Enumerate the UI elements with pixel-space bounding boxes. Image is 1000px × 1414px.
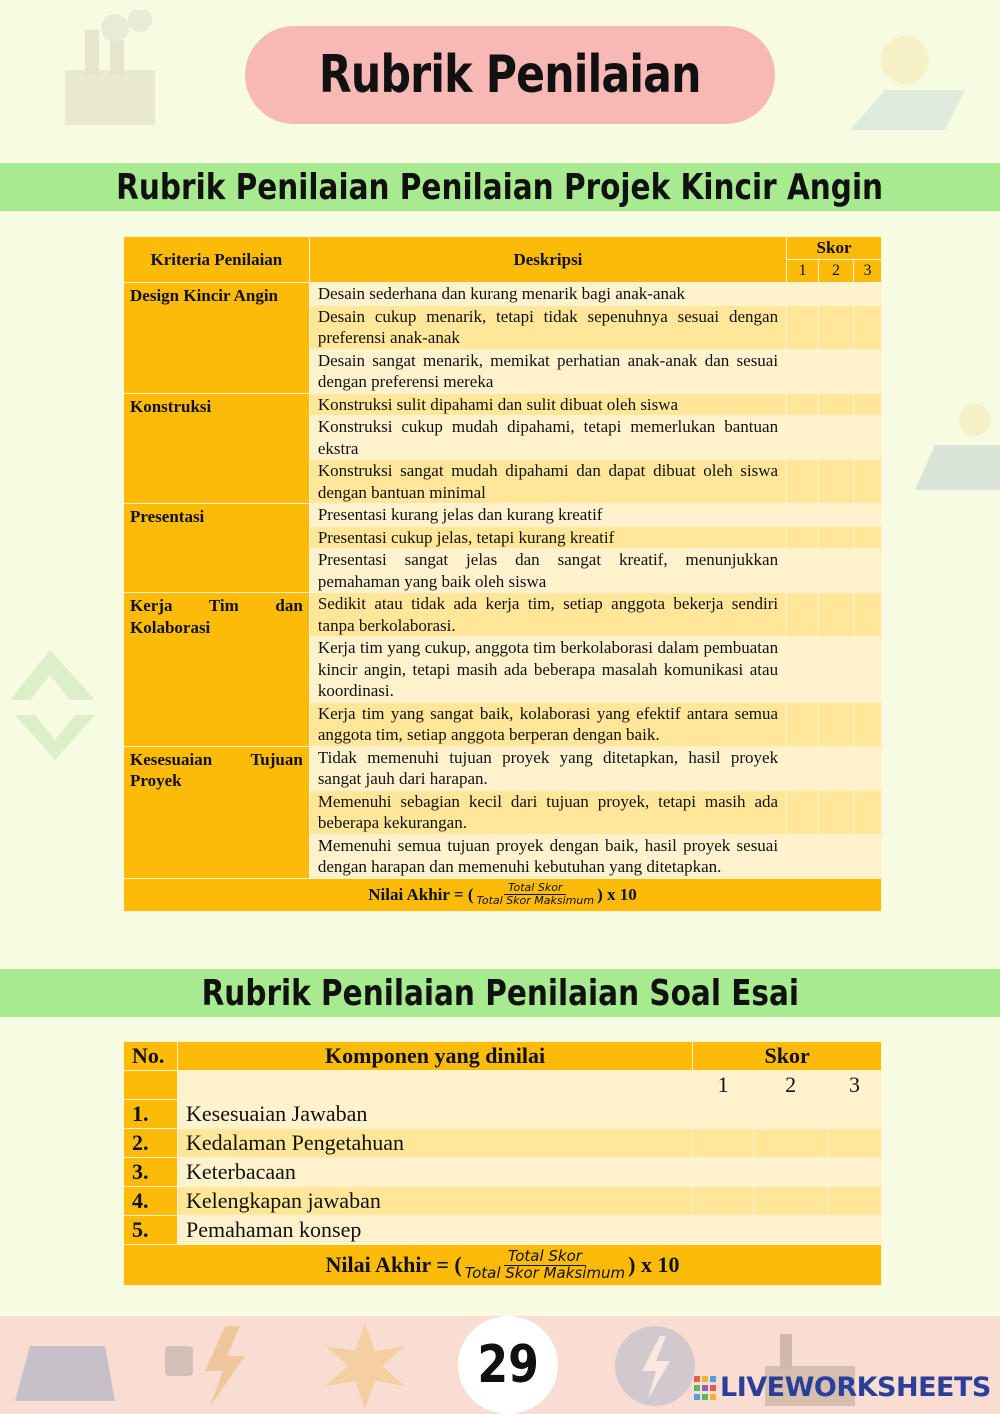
description-cell: Kerja tim yang sangat baik, kolaborasi yang efektif antara semua anggota tim, setiap anggota berperan dengan baik. [309,702,786,746]
score-cell[interactable] [828,1100,882,1129]
description-cell: Presentasi kurang jelas dan kurang kreatif [309,504,786,527]
formula-label: Nilai Akhir = ( [325,1252,462,1277]
score-cell[interactable] [787,393,819,416]
row-number: 5. [124,1216,178,1245]
description-cell: Konstruksi cukup mudah dipahami, tetapi memerlukan bantuan ekstra [309,416,786,460]
score-cell[interactable] [693,1216,754,1245]
score-cell[interactable] [819,549,854,593]
section1-title: Rubrik Penilaian Penilaian Projek Kincir Angin [116,166,884,208]
table-row [124,1158,882,1187]
formula-fraction [477,882,595,906]
header-kriteria: Kriteria Penilaian [124,237,310,283]
plug-lightning-icon [155,1321,265,1411]
score-cell[interactable] [693,1100,754,1129]
rubric-table-kincir-angin [123,236,882,912]
description-cell: Presentasi cukup jelas, tetapi kurang kreatif [309,526,786,549]
score-cell[interactable] [693,1158,754,1187]
score-cell[interactable] [819,746,854,790]
criterion-design: Design Kincir Angin [124,283,310,394]
score-cell[interactable] [787,526,819,549]
factory-illustration-icon [55,10,195,130]
score-cell[interactable] [854,526,882,549]
formula-suffix: ) x 10 [597,884,637,904]
formula-denominator: Total Skor Maksimum [464,1263,626,1282]
component-label: Kelengkapan jawaban [177,1187,692,1216]
score-cell[interactable] [854,416,882,460]
score-cell[interactable] [754,1216,828,1245]
component-label: Keterbacaan [177,1158,692,1187]
score-cell[interactable] [693,1129,754,1158]
formula-row [124,1245,882,1286]
description-cell: Desain sangat menarik, memikat perhatian anak-anak dan sesuai dengan preferensi mereka [309,349,786,393]
score-cell[interactable] [854,593,882,637]
score-cell[interactable] [819,283,854,306]
header-skor-3: 3 [828,1071,882,1100]
score-cell[interactable] [819,637,854,703]
score-cell[interactable] [819,834,854,878]
score-cell[interactable] [854,834,882,878]
formula-numerator: Total Skor [504,1249,586,1266]
header-blank [124,1071,178,1100]
description-cell: Desain cukup menarik, tetapi tidak sepenuhnya sesuai dengan preferensi anak-anak [309,305,786,349]
score-cell[interactable] [854,349,882,393]
score-cell[interactable] [854,305,882,349]
header-skor-2: 2 [754,1071,828,1100]
score-cell[interactable] [819,526,854,549]
score-cell[interactable] [854,283,882,306]
score-cell[interactable] [787,702,819,746]
header-skor-1: 1 [693,1071,754,1100]
criterion-konstruksi: Konstruksi [124,393,310,504]
score-cell[interactable] [693,1187,754,1216]
score-cell[interactable] [828,1129,882,1158]
component-label: Kedalaman Pengetahuan [177,1129,692,1158]
table-row [124,1216,882,1245]
formula-label: Nilai Akhir = ( [368,884,474,904]
row-number: 3. [124,1158,178,1187]
header-skor-1: 1 [787,260,819,283]
score-cell[interactable] [787,746,819,790]
score-cell[interactable] [787,504,819,527]
score-cell[interactable] [754,1158,828,1187]
score-cell[interactable] [819,393,854,416]
score-cell[interactable] [787,790,819,834]
score-cell[interactable] [754,1129,828,1158]
header-blank [177,1071,692,1100]
score-cell[interactable] [787,834,819,878]
component-label: Kesesuaian Jawaban [177,1100,692,1129]
section2-title: Rubrik Penilaian Penilaian Soal Esai [201,972,799,1014]
page-title: Rubrik Penilaian [319,45,701,105]
recycle-illustration-icon [0,640,110,770]
score-cell[interactable] [854,790,882,834]
score-cell[interactable] [787,593,819,637]
header-no: No. [124,1042,178,1071]
sun-solar-illustration-icon [845,20,975,140]
brand-logo [694,1372,991,1403]
score-cell[interactable] [787,349,819,393]
score-cell[interactable] [819,416,854,460]
formula-fraction [464,1246,626,1282]
description-cell: Konstruksi sangat mudah dipahami dan dapat dibuat oleh siswa dengan bantuan minimal [309,460,786,504]
solar-panel-illustration-icon [915,400,1000,510]
description-cell: Presentasi sangat jelas dan sangat kreatif, menunjukkan pemahaman yang baik oleh siswa [309,549,786,593]
header-komponen: Komponen yang dinilai [177,1042,692,1071]
page-number: 29 [477,1335,539,1395]
page-number-badge [458,1316,558,1414]
score-cell[interactable] [787,305,819,349]
score-cell[interactable] [854,637,882,703]
description-cell: Memenuhi sebagian kecil dari tujuan proyek, tetapi masih ada beberapa kekurangan. [309,790,786,834]
score-cell[interactable] [819,349,854,393]
row-number: 2. [124,1129,178,1158]
header-skor: Skor [787,237,882,260]
formula-denominator: Total Skor Maksimum [476,894,595,907]
score-cell[interactable] [787,460,819,504]
formula-numerator: Total Skor [504,882,566,895]
score-cell[interactable] [819,504,854,527]
solar-panel-icon [10,1326,120,1406]
description-cell: Kerja tim yang cukup, anggota tim berkolaborasi dalam pembuatan kincir angin, tetapi masih ada beberapa masalah komunikasi atau koordinasi. [309,637,786,703]
section2-title-band [0,969,1000,1017]
component-label: Pemahaman konsep [177,1216,692,1245]
score-cell[interactable] [754,1187,828,1216]
table-row [124,1100,882,1129]
formula-row [124,878,882,911]
row-number: 4. [124,1187,178,1216]
section1-title-band [0,163,1000,211]
score-cell[interactable] [787,637,819,703]
description-cell: Desain sederhana dan kurang menarik bagi anak-anak [309,283,786,306]
header-deskripsi: Deskripsi [309,237,786,283]
brand-name: LIVEWORKSHEETS [720,1372,991,1403]
table-row [124,1129,882,1158]
score-cell[interactable] [828,1216,882,1245]
score-cell[interactable] [854,746,882,790]
sun-icon [320,1321,410,1411]
header-skor-2: 2 [819,260,854,283]
page-title-pill [245,26,775,124]
description-cell: Memenuhi semua tujuan proyek dengan baik, hasil proyek sesuai dengan harapan dan memenuhi kebutuhan yang ditetapkan. [309,834,786,878]
score-cell[interactable] [819,460,854,504]
score-cell[interactable] [787,416,819,460]
description-cell: Tidak memenuhi tujuan proyek yang ditetapkan, hasil proyek sangat jauh dari harapan. [309,746,786,790]
criterion-kesesuaian: Kesesuaian Tujuan Proyek [124,746,310,878]
description-cell: Konstruksi sulit dipahami dan sulit dibuat oleh siswa [309,393,786,416]
header-skor: Skor [693,1042,882,1071]
description-cell: Sedikit atau tidak ada kerja tim, setiap anggota bekerja sendiri tanpa berkolaborasi. [309,593,786,637]
table-row [124,1187,882,1216]
formula-suffix: ) x 10 [628,1252,680,1277]
score-cell[interactable] [787,283,819,306]
score-cell[interactable] [854,549,882,593]
score-cell[interactable] [819,305,854,349]
score-cell[interactable] [828,1187,882,1216]
criterion-presentasi: Presentasi [124,504,310,593]
energy-circle-icon [610,1321,700,1411]
score-cell[interactable] [854,504,882,527]
score-cell[interactable] [819,702,854,746]
rubric-table-soal-esai [123,1041,882,1286]
score-cell[interactable] [828,1158,882,1187]
score-cell[interactable] [854,460,882,504]
liveworksheets-logo-icon [694,1376,716,1400]
score-cell[interactable] [754,1100,828,1129]
score-cell[interactable] [819,790,854,834]
score-cell[interactable] [854,393,882,416]
score-cell[interactable] [787,549,819,593]
row-number: 1. [124,1100,178,1129]
score-cell[interactable] [854,702,882,746]
header-skor-3: 3 [854,260,882,283]
score-cell[interactable] [819,593,854,637]
criterion-kerja-tim: Kerja Tim dan Kolaborasi [124,593,310,747]
